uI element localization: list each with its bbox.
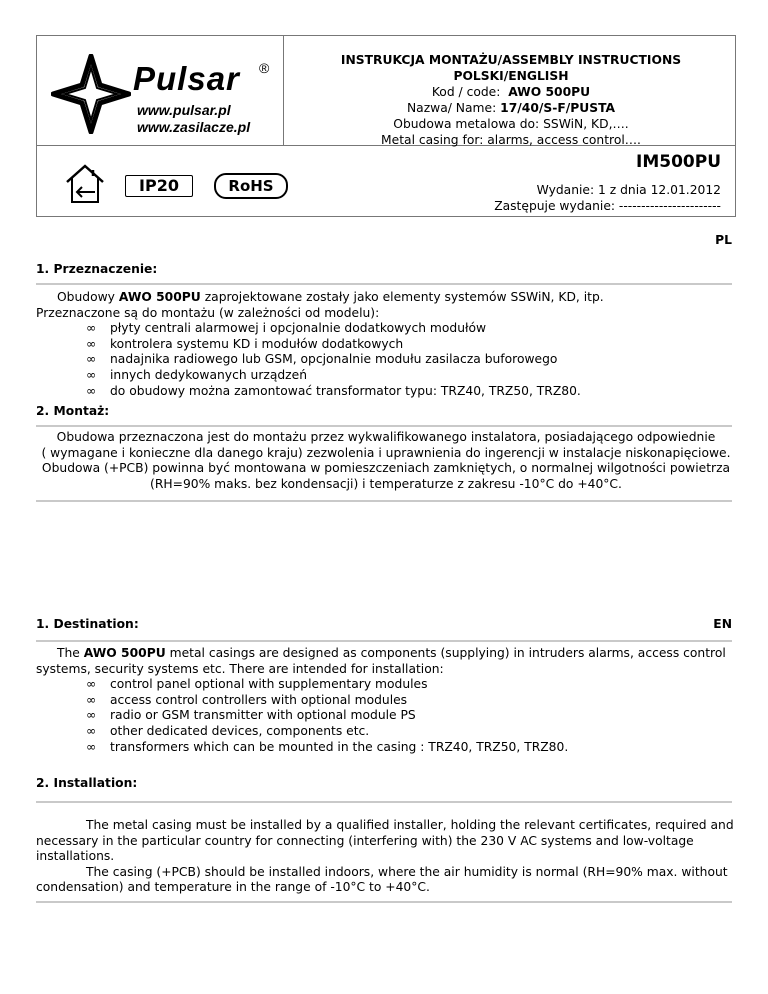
logo-url-2: www.zasilacze.pl bbox=[137, 119, 251, 135]
pl-end-rule bbox=[36, 500, 732, 502]
en-section-1-list bbox=[86, 677, 568, 756]
list-item: ∞ radio or GSM transmitter with optional module PS bbox=[86, 708, 568, 724]
list-item: ∞ nadajnika radiowego lub GSM, opcjonalnie modułu zasilacza buforowego bbox=[86, 352, 581, 368]
edition-text: Wydanie: 1 z dnia 12.01.2012 bbox=[536, 183, 721, 197]
registered-mark: ® bbox=[259, 60, 270, 76]
doc-title: INSTRUKCJA MONTAŻU/ASSEMBLY INSTRUCTIONS bbox=[340, 53, 682, 67]
list-item: ∞ płyty centrali alarmowej i opcjonalnie dodatkowych modułów bbox=[86, 321, 581, 337]
im-code: IM500PU bbox=[636, 152, 721, 172]
pulsar-star-icon bbox=[51, 54, 131, 134]
list-item: ∞ control panel optional with supplementary modules bbox=[86, 677, 568, 693]
lang-label-en: EN bbox=[713, 617, 732, 631]
pl-section-1-intro: Obudowy AWO 500PU zaprojektowane zostały jako elementy systemów SSWiN, KD, itp. Przeznaczone są do montażu (w zależności od modelu): bbox=[36, 290, 604, 320]
header-info bbox=[285, 52, 737, 148]
en-section-1-rule bbox=[36, 640, 732, 642]
list-item: ∞ other dedicated devices, components etc. bbox=[86, 724, 568, 740]
rohs-badge: RoHS bbox=[214, 173, 288, 199]
desc-pl: Obudowa metalowa do: SSWiN, KD,…. bbox=[393, 117, 629, 131]
pl-section-2-rule bbox=[36, 425, 732, 427]
pulsar-logo bbox=[51, 44, 277, 140]
logo-url-1: www.pulsar.pl bbox=[137, 102, 231, 118]
ip20-badge: IP20 bbox=[125, 175, 193, 197]
replaces-text: Zastępuje wydanie: ----------------------- bbox=[494, 199, 721, 213]
pl-section-1-title: 1. Przeznaczenie: bbox=[36, 262, 158, 276]
product-code: Kod / code: AWO 500PU bbox=[431, 85, 591, 99]
edition-info bbox=[494, 182, 721, 214]
pl-section-2-body: Obudowa przeznaczona jest do montażu przez wykwalifikowanego instalatora, posiadającego odpowiednie ( wymagane i konieczne dla danego kraju) zezwolenia i uprawnienia do ingerencji w instalacje niskonapięciowe. Obudowa (+PCB) powinna być montowana w pomieszczeniach zamkniętych, o normalnej wilgotności powietrza (RH=90% maks. bez kondensacji) i temperaturze z zakresu -10°C do +40°C. bbox=[41, 430, 731, 491]
indoor-house-icon bbox=[63, 162, 107, 206]
en-end-rule bbox=[36, 901, 732, 903]
list-item: ∞ access control controllers with optional modules bbox=[86, 693, 568, 709]
document-header bbox=[36, 35, 736, 217]
list-item: ∞ do obudowy można zamontować transformator typu: TRZ40, TRZ50, TRZ80. bbox=[86, 384, 581, 400]
en-section-1-intro: The AWO 500PU metal casings are designed as components (supplying) in intruders alarms, access control systems, security systems etc. There are intended for installation: bbox=[36, 646, 726, 676]
en-section-2-rule bbox=[36, 801, 732, 803]
list-item: ∞ innych dedykowanych urządzeń bbox=[86, 368, 581, 384]
lang-label-pl: PL bbox=[715, 233, 732, 247]
en-section-1-title: 1. Destination: bbox=[36, 617, 139, 631]
product-name: Nazwa/ Name: 17/40/S-F/PUSTA bbox=[406, 101, 616, 115]
list-item: ∞ kontrolera systemu KD i modułów dodatkowych bbox=[86, 337, 581, 353]
pl-section-1-rule bbox=[36, 283, 732, 285]
header-divider-vertical bbox=[283, 36, 284, 145]
list-item: ∞ transformers which can be mounted in the casing : TRZ40, TRZ50, TRZ80. bbox=[86, 740, 568, 756]
pl-section-2-title: 2. Montaż: bbox=[36, 404, 110, 418]
en-section-2-title: 2. Installation: bbox=[36, 776, 138, 790]
logo-brand: Pulsar bbox=[133, 60, 240, 97]
pl-section-1-list bbox=[86, 321, 581, 400]
doc-subtitle: POLSKI/ENGLISH bbox=[453, 69, 569, 83]
desc-en: Metal casing for: alarms, access control…. bbox=[381, 133, 641, 147]
en-section-2-body: The metal casing must be installed by a qualified installer, holding the relevant certificates, required and necessary in the particular country for connecting (interfering with) the 230 V AC systems and low-voltage installations. The casing (+PCB) should be installed indoors, where the air humidity is normal (RH=90% max. without condensation) and temperature in the range of -10°C to +40°C. bbox=[36, 818, 734, 895]
